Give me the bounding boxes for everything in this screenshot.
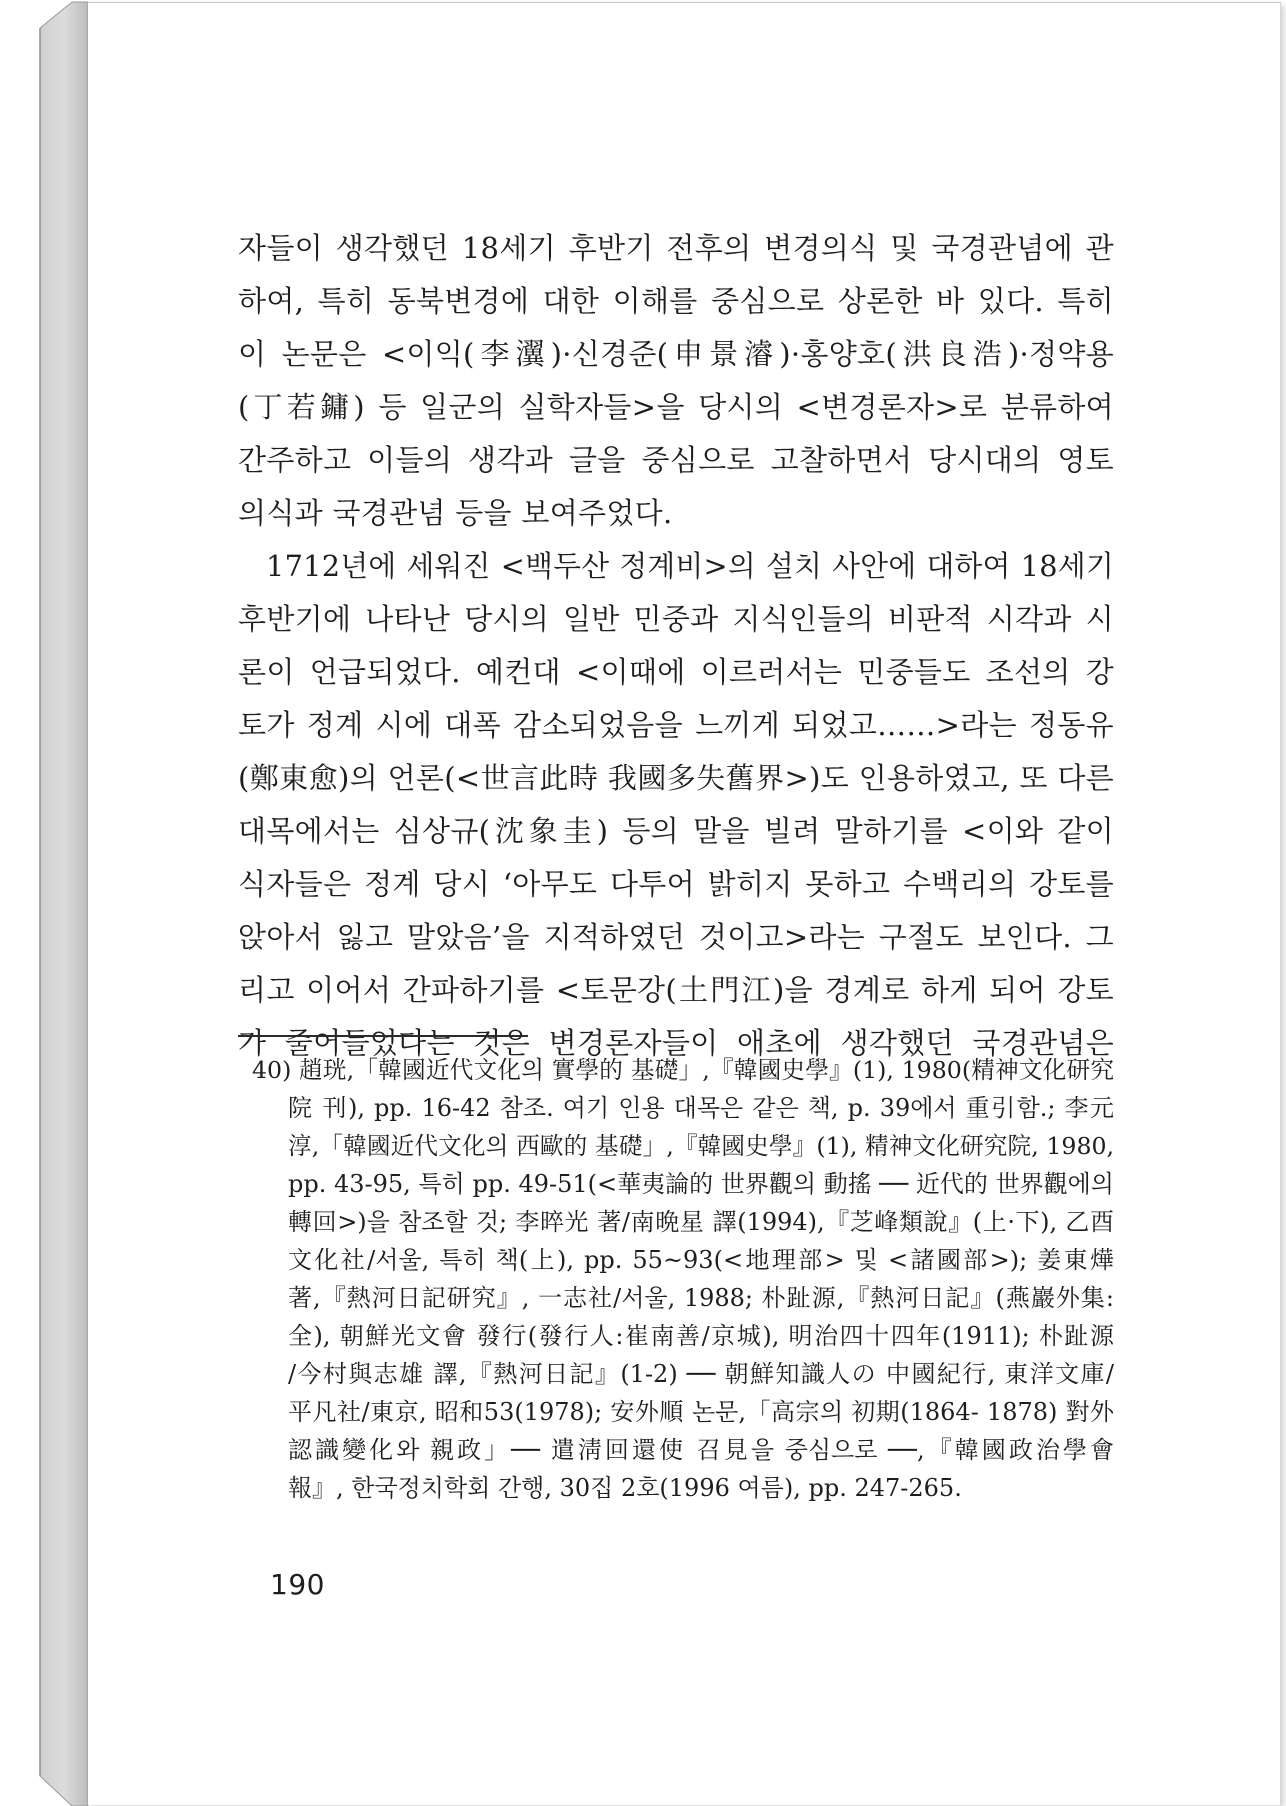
- body-line: 후반기에 나타난 당시의 일반 민중과 지식인들의 비판적 시각과 시: [238, 602, 1114, 636]
- footnote-line: pp. 43-95, 특히 pp. 49-51(<華夷論的 世界觀의 動搖 ── 近代的 世界觀에의: [288, 1170, 1114, 1198]
- footnote-line: 淳,「韓國近代文化의 西歐的 基礎」,『韓國史學』(1), 精神文化研究院, 1980,: [288, 1132, 1114, 1160]
- body-line: 가 줄어들었다는 것은 변경론자들이 애초에 생각했던 국경관념은: [238, 1026, 1114, 1060]
- footnote-line: 全), 朝鮮光文會 發行(發行人:崔南善/京城), 明治四十四年(1911); 朴趾源: [288, 1322, 1114, 1350]
- page-number: 190: [270, 1568, 325, 1601]
- footnote-line: 院 刊), pp. 16-42 참조. 여기 인용 대목은 같은 책, p. 39에서 重引함.; 李元: [288, 1094, 1114, 1122]
- body-line: 식자들은 정계 당시 ‘아무도 다투어 밝히지 못하고 수백리의 강토를: [238, 867, 1114, 901]
- footnote-line: 文化社/서울, 특히 책(上), pp. 55~93(<地理部> 및 <諸國部>); 姜東燁: [288, 1246, 1114, 1274]
- body-line: 이 논문은 <이익(李瀷)·신경준(申景濬)·홍양호(洪良浩)·정약용: [238, 337, 1114, 371]
- body-line: 하여, 특히 동북변경에 대한 이해를 중심으로 상론한 바 있다. 특히: [238, 284, 1114, 318]
- footnote-line: 著,『熱河日記研究』, 一志社/서울, 1988; 朴趾源,『熱河日記』(燕巖外集:: [288, 1284, 1114, 1312]
- footnote-divider: [238, 1035, 528, 1037]
- footnote-line: 認識變化와 親政」── 遣淸回還使 召見을 중심으로 ──,『韓國政治學會: [288, 1436, 1114, 1464]
- body-line: 토가 정계 시에 대폭 감소되었음을 느끼게 되었고……>라는 정동유: [238, 708, 1114, 742]
- footnote-line: 40) 趙珖,「韓國近代文化의 實學的 基礎」,『韓國史學』(1), 1980(精神文化研究: [252, 1056, 1114, 1084]
- body-line: 론이 언급되었다. 예컨대 <이때에 이르러서는 민중들도 조선의 강: [238, 655, 1114, 689]
- footnote-line: /今村與志雄 譯,『熱河日記』(1-2) ── 朝鮮知識人の 中國紀行, 東洋文庫/: [288, 1360, 1114, 1388]
- body-line: (丁若鏞) 등 일군의 실학자들>을 당시의 <변경론자>로 분류하여: [238, 390, 1114, 424]
- body-line: 리고 이어서 간파하기를 <토문강(土門江)을 경계로 하게 되어 강토: [238, 973, 1114, 1007]
- body-line: 대목에서는 심상규(沈象圭) 등의 말을 빌려 말하기를 <이와 같이: [238, 814, 1114, 848]
- body-text: [238, 222, 1114, 1070]
- body-line: 자들이 생각했던 18세기 후반기 전후의 변경의식 및 국경관념에 관: [238, 231, 1114, 265]
- footnote-line: 報』, 한국정치학회 간행, 30집 2호(1996 여름), pp. 247-265.: [288, 1474, 962, 1502]
- body-line: 앉아서 잃고 말았음’을 지적하였던 것이고>라는 구절도 보인다. 그: [238, 920, 1114, 954]
- body-line: 1712년에 세워진 <백두산 정계비>의 설치 사안에 대하여 18세기: [266, 549, 1114, 583]
- body-line: (鄭東愈)의 언론(<世言此時 我國多失舊界>)도 인용하였고, 또 다른: [238, 761, 1114, 795]
- body-line: 간주하고 이들의 생각과 글을 중심으로 고찰하면서 당시대의 영토: [238, 443, 1114, 477]
- footnote: [252, 1051, 1114, 1507]
- body-line: 의식과 국경관념 등을 보여주었다.: [238, 496, 673, 530]
- footnote-line: 轉回>)을 참조할 것; 李晬光 著/南晩星 譯(1994),『芝峰類說』(上·下), 乙酉: [288, 1208, 1114, 1236]
- footnote-line: 平凡社/東京, 昭和53(1978); 安外順 논문,「高宗의 初期(1864- 1878) 對外: [288, 1398, 1114, 1426]
